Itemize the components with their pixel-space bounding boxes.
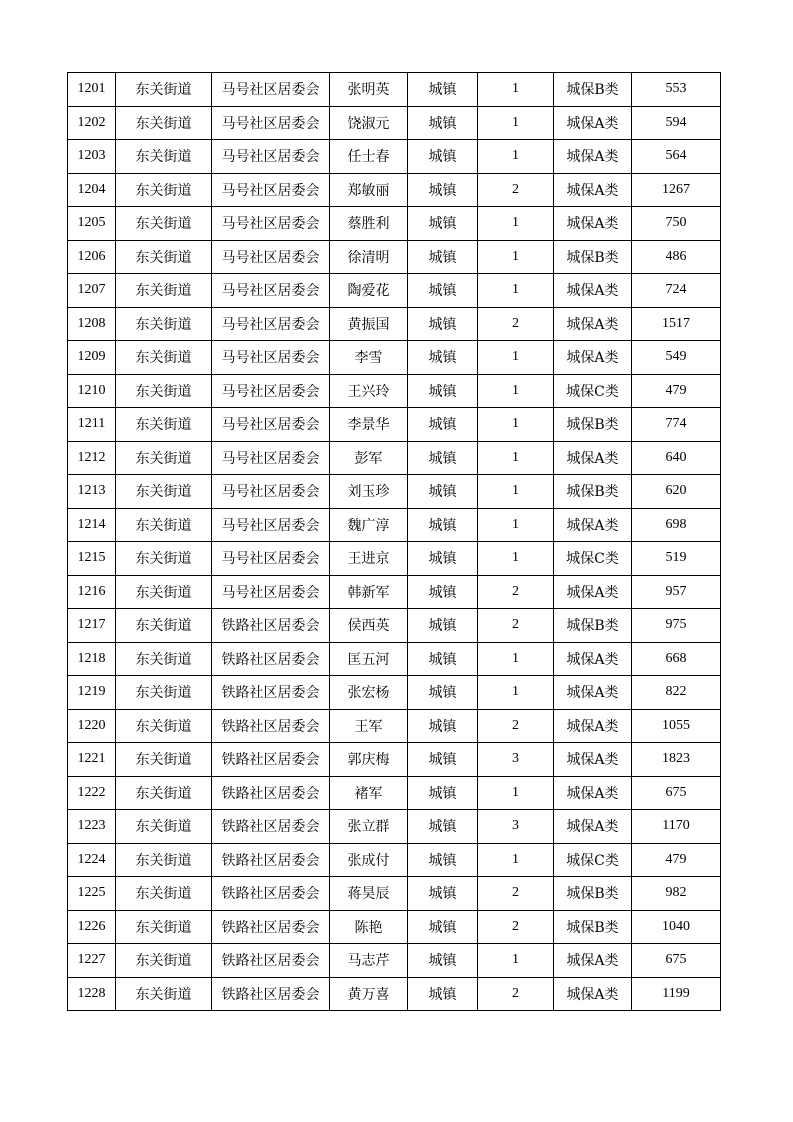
street-cell: 东关街道 <box>116 575 212 609</box>
category-cell: 城保B类 <box>554 73 632 107</box>
serial-number-cell: 1213 <box>68 475 116 509</box>
amount-cell: 594 <box>632 106 721 140</box>
community-cell: 马号社区居委会 <box>212 575 330 609</box>
community-cell: 马号社区居委会 <box>212 106 330 140</box>
community-cell: 马号社区居委会 <box>212 408 330 442</box>
household-size-cell: 2 <box>478 877 554 911</box>
community-cell: 马号社区居委会 <box>212 240 330 274</box>
table-row <box>68 441 721 475</box>
name-cell: 魏广淳 <box>330 508 408 542</box>
category-cell: 城保B类 <box>554 877 632 911</box>
serial-number-cell: 1223 <box>68 810 116 844</box>
category-cell: 城保A类 <box>554 106 632 140</box>
name-cell: 王兴玲 <box>330 374 408 408</box>
name-cell: 李景华 <box>330 408 408 442</box>
street-cell: 东关街道 <box>116 877 212 911</box>
serial-number-cell: 1206 <box>68 240 116 274</box>
area-type-cell: 城镇 <box>408 274 478 308</box>
area-type-cell: 城镇 <box>408 676 478 710</box>
community-cell: 马号社区居委会 <box>212 207 330 241</box>
street-cell: 东关街道 <box>116 810 212 844</box>
category-cell: 城保A类 <box>554 642 632 676</box>
street-cell: 东关街道 <box>116 73 212 107</box>
community-cell: 铁路社区居委会 <box>212 743 330 777</box>
name-cell: 饶淑元 <box>330 106 408 140</box>
street-cell: 东关街道 <box>116 508 212 542</box>
serial-number-cell: 1211 <box>68 408 116 442</box>
community-cell: 铁路社区居委会 <box>212 676 330 710</box>
street-cell: 东关街道 <box>116 408 212 442</box>
community-cell: 铁路社区居委会 <box>212 977 330 1011</box>
amount-cell: 479 <box>632 374 721 408</box>
amount-cell: 519 <box>632 542 721 576</box>
serial-number-cell: 1226 <box>68 910 116 944</box>
community-cell: 铁路社区居委会 <box>212 944 330 978</box>
serial-number-cell: 1210 <box>68 374 116 408</box>
table-row <box>68 575 721 609</box>
amount-cell: 822 <box>632 676 721 710</box>
serial-number-cell: 1222 <box>68 776 116 810</box>
household-size-cell: 1 <box>478 274 554 308</box>
amount-cell: 675 <box>632 944 721 978</box>
area-type-cell: 城镇 <box>408 240 478 274</box>
serial-number-cell: 1228 <box>68 977 116 1011</box>
serial-number-cell: 1214 <box>68 508 116 542</box>
name-cell: 刘玉珍 <box>330 475 408 509</box>
street-cell: 东关街道 <box>116 441 212 475</box>
name-cell: 侯西英 <box>330 609 408 643</box>
category-cell: 城保A类 <box>554 173 632 207</box>
amount-cell: 640 <box>632 441 721 475</box>
name-cell: 黄振国 <box>330 307 408 341</box>
area-type-cell: 城镇 <box>408 642 478 676</box>
serial-number-cell: 1216 <box>68 575 116 609</box>
table-row <box>68 73 721 107</box>
table-row <box>68 542 721 576</box>
community-cell: 铁路社区居委会 <box>212 810 330 844</box>
household-size-cell: 3 <box>478 810 554 844</box>
name-cell: 张明英 <box>330 73 408 107</box>
table-row <box>68 341 721 375</box>
area-type-cell: 城镇 <box>408 776 478 810</box>
amount-cell: 975 <box>632 609 721 643</box>
category-cell: 城保A类 <box>554 307 632 341</box>
household-size-cell: 1 <box>478 676 554 710</box>
household-size-cell: 2 <box>478 977 554 1011</box>
amount-cell: 675 <box>632 776 721 810</box>
name-cell: 徐清明 <box>330 240 408 274</box>
table-row <box>68 408 721 442</box>
amount-cell: 479 <box>632 843 721 877</box>
serial-number-cell: 1221 <box>68 743 116 777</box>
area-type-cell: 城镇 <box>408 207 478 241</box>
serial-number-cell: 1209 <box>68 341 116 375</box>
name-cell: 韩新军 <box>330 575 408 609</box>
category-cell: 城保A类 <box>554 743 632 777</box>
serial-number-cell: 1201 <box>68 73 116 107</box>
area-type-cell: 城镇 <box>408 709 478 743</box>
area-type-cell: 城镇 <box>408 609 478 643</box>
table-row <box>68 910 721 944</box>
table-row <box>68 207 721 241</box>
name-cell: 黄万喜 <box>330 977 408 1011</box>
category-cell: 城保A类 <box>554 776 632 810</box>
table-row <box>68 173 721 207</box>
name-cell: 任士春 <box>330 140 408 174</box>
name-cell: 马志芹 <box>330 944 408 978</box>
community-cell: 铁路社区居委会 <box>212 843 330 877</box>
household-size-cell: 1 <box>478 73 554 107</box>
name-cell: 郭庆梅 <box>330 743 408 777</box>
amount-cell: 982 <box>632 877 721 911</box>
street-cell: 东关街道 <box>116 207 212 241</box>
name-cell: 陶爱花 <box>330 274 408 308</box>
name-cell: 张成付 <box>330 843 408 877</box>
category-cell: 城保C类 <box>554 374 632 408</box>
community-cell: 马号社区居委会 <box>212 508 330 542</box>
table-row <box>68 274 721 308</box>
community-cell: 马号社区居委会 <box>212 73 330 107</box>
serial-number-cell: 1207 <box>68 274 116 308</box>
category-cell: 城保B类 <box>554 240 632 274</box>
household-size-cell: 1 <box>478 207 554 241</box>
name-cell: 陈艳 <box>330 910 408 944</box>
roster-table-body <box>68 73 721 1011</box>
household-size-cell: 2 <box>478 910 554 944</box>
household-size-cell: 1 <box>478 341 554 375</box>
table-row <box>68 743 721 777</box>
table-row <box>68 944 721 978</box>
area-type-cell: 城镇 <box>408 140 478 174</box>
category-cell: 城保A类 <box>554 977 632 1011</box>
category-cell: 城保A类 <box>554 441 632 475</box>
household-size-cell: 1 <box>478 944 554 978</box>
name-cell: 蒋昊辰 <box>330 877 408 911</box>
household-size-cell: 1 <box>478 240 554 274</box>
category-cell: 城保C类 <box>554 843 632 877</box>
area-type-cell: 城镇 <box>408 542 478 576</box>
household-size-cell: 1 <box>478 642 554 676</box>
community-cell: 铁路社区居委会 <box>212 910 330 944</box>
name-cell: 匡五河 <box>330 642 408 676</box>
household-size-cell: 1 <box>478 374 554 408</box>
table-row <box>68 977 721 1011</box>
household-size-cell: 1 <box>478 441 554 475</box>
amount-cell: 668 <box>632 642 721 676</box>
serial-number-cell: 1203 <box>68 140 116 174</box>
table-row <box>68 810 721 844</box>
table-row <box>68 609 721 643</box>
amount-cell: 1055 <box>632 709 721 743</box>
amount-cell: 1170 <box>632 810 721 844</box>
amount-cell: 564 <box>632 140 721 174</box>
serial-number-cell: 1204 <box>68 173 116 207</box>
household-size-cell: 2 <box>478 173 554 207</box>
area-type-cell: 城镇 <box>408 575 478 609</box>
community-cell: 马号社区居委会 <box>212 173 330 207</box>
name-cell: 蔡胜利 <box>330 207 408 241</box>
street-cell: 东关街道 <box>116 609 212 643</box>
street-cell: 东关街道 <box>116 910 212 944</box>
amount-cell: 1199 <box>632 977 721 1011</box>
household-size-cell: 1 <box>478 106 554 140</box>
area-type-cell: 城镇 <box>408 408 478 442</box>
category-cell: 城保A类 <box>554 676 632 710</box>
category-cell: 城保A类 <box>554 207 632 241</box>
category-cell: 城保A类 <box>554 140 632 174</box>
community-cell: 马号社区居委会 <box>212 374 330 408</box>
community-cell: 马号社区居委会 <box>212 542 330 576</box>
table-row <box>68 374 721 408</box>
amount-cell: 774 <box>632 408 721 442</box>
street-cell: 东关街道 <box>116 240 212 274</box>
area-type-cell: 城镇 <box>408 743 478 777</box>
street-cell: 东关街道 <box>116 944 212 978</box>
roster-table <box>67 72 721 1011</box>
amount-cell: 957 <box>632 575 721 609</box>
table-row <box>68 776 721 810</box>
amount-cell: 620 <box>632 475 721 509</box>
serial-number-cell: 1227 <box>68 944 116 978</box>
serial-number-cell: 1202 <box>68 106 116 140</box>
area-type-cell: 城镇 <box>408 508 478 542</box>
community-cell: 铁路社区居委会 <box>212 642 330 676</box>
table-row <box>68 709 721 743</box>
table-row <box>68 475 721 509</box>
street-cell: 东关街道 <box>116 374 212 408</box>
area-type-cell: 城镇 <box>408 307 478 341</box>
name-cell: 褚军 <box>330 776 408 810</box>
amount-cell: 750 <box>632 207 721 241</box>
table-row <box>68 240 721 274</box>
serial-number-cell: 1217 <box>68 609 116 643</box>
serial-number-cell: 1224 <box>68 843 116 877</box>
street-cell: 东关街道 <box>116 106 212 140</box>
household-size-cell: 2 <box>478 609 554 643</box>
amount-cell: 486 <box>632 240 721 274</box>
serial-number-cell: 1205 <box>68 207 116 241</box>
serial-number-cell: 1215 <box>68 542 116 576</box>
category-cell: 城保B类 <box>554 475 632 509</box>
amount-cell: 1040 <box>632 910 721 944</box>
area-type-cell: 城镇 <box>408 877 478 911</box>
area-type-cell: 城镇 <box>408 810 478 844</box>
area-type-cell: 城镇 <box>408 73 478 107</box>
category-cell: 城保A类 <box>554 575 632 609</box>
street-cell: 东关街道 <box>116 843 212 877</box>
table-row <box>68 307 721 341</box>
area-type-cell: 城镇 <box>408 944 478 978</box>
community-cell: 马号社区居委会 <box>212 274 330 308</box>
serial-number-cell: 1225 <box>68 877 116 911</box>
amount-cell: 1823 <box>632 743 721 777</box>
category-cell: 城保A类 <box>554 709 632 743</box>
serial-number-cell: 1218 <box>68 642 116 676</box>
street-cell: 东关街道 <box>116 676 212 710</box>
area-type-cell: 城镇 <box>408 910 478 944</box>
household-size-cell: 1 <box>478 542 554 576</box>
category-cell: 城保A类 <box>554 810 632 844</box>
category-cell: 城保A类 <box>554 274 632 308</box>
street-cell: 东关街道 <box>116 341 212 375</box>
category-cell: 城保A类 <box>554 944 632 978</box>
area-type-cell: 城镇 <box>408 106 478 140</box>
name-cell: 郑敏丽 <box>330 173 408 207</box>
serial-number-cell: 1208 <box>68 307 116 341</box>
street-cell: 东关街道 <box>116 274 212 308</box>
street-cell: 东关街道 <box>116 642 212 676</box>
category-cell: 城保B类 <box>554 609 632 643</box>
amount-cell: 724 <box>632 274 721 308</box>
amount-cell: 1267 <box>632 173 721 207</box>
amount-cell: 698 <box>632 508 721 542</box>
community-cell: 马号社区居委会 <box>212 341 330 375</box>
area-type-cell: 城镇 <box>408 475 478 509</box>
amount-cell: 549 <box>632 341 721 375</box>
community-cell: 铁路社区居委会 <box>212 709 330 743</box>
category-cell: 城保C类 <box>554 542 632 576</box>
category-cell: 城保A类 <box>554 508 632 542</box>
household-size-cell: 1 <box>478 508 554 542</box>
street-cell: 东关街道 <box>116 307 212 341</box>
household-size-cell: 1 <box>478 776 554 810</box>
household-size-cell: 1 <box>478 140 554 174</box>
name-cell: 李雪 <box>330 341 408 375</box>
area-type-cell: 城镇 <box>408 843 478 877</box>
street-cell: 东关街道 <box>116 743 212 777</box>
serial-number-cell: 1220 <box>68 709 116 743</box>
community-cell: 马号社区居委会 <box>212 307 330 341</box>
area-type-cell: 城镇 <box>408 341 478 375</box>
amount-cell: 1517 <box>632 307 721 341</box>
area-type-cell: 城镇 <box>408 441 478 475</box>
name-cell: 彭军 <box>330 441 408 475</box>
name-cell: 张立群 <box>330 810 408 844</box>
table-row <box>68 877 721 911</box>
community-cell: 铁路社区居委会 <box>212 877 330 911</box>
street-cell: 东关街道 <box>116 542 212 576</box>
street-cell: 东关街道 <box>116 475 212 509</box>
community-cell: 马号社区居委会 <box>212 140 330 174</box>
serial-number-cell: 1212 <box>68 441 116 475</box>
category-cell: 城保A类 <box>554 341 632 375</box>
household-size-cell: 2 <box>478 575 554 609</box>
household-size-cell: 1 <box>478 475 554 509</box>
category-cell: 城保B类 <box>554 408 632 442</box>
area-type-cell: 城镇 <box>408 977 478 1011</box>
amount-cell: 553 <box>632 73 721 107</box>
street-cell: 东关街道 <box>116 173 212 207</box>
name-cell: 王军 <box>330 709 408 743</box>
street-cell: 东关街道 <box>116 140 212 174</box>
table-row <box>68 140 721 174</box>
household-size-cell: 2 <box>478 709 554 743</box>
street-cell: 东关街道 <box>116 709 212 743</box>
household-size-cell: 3 <box>478 743 554 777</box>
category-cell: 城保B类 <box>554 910 632 944</box>
household-size-cell: 1 <box>478 843 554 877</box>
name-cell: 张宏杨 <box>330 676 408 710</box>
community-cell: 马号社区居委会 <box>212 475 330 509</box>
table-row <box>68 508 721 542</box>
name-cell: 王进京 <box>330 542 408 576</box>
community-cell: 铁路社区居委会 <box>212 776 330 810</box>
serial-number-cell: 1219 <box>68 676 116 710</box>
street-cell: 东关街道 <box>116 776 212 810</box>
street-cell: 东关街道 <box>116 977 212 1011</box>
household-size-cell: 2 <box>478 307 554 341</box>
area-type-cell: 城镇 <box>408 374 478 408</box>
table-row <box>68 676 721 710</box>
area-type-cell: 城镇 <box>408 173 478 207</box>
table-row <box>68 642 721 676</box>
table-row <box>68 843 721 877</box>
household-size-cell: 1 <box>478 408 554 442</box>
table-row <box>68 106 721 140</box>
community-cell: 铁路社区居委会 <box>212 609 330 643</box>
community-cell: 马号社区居委会 <box>212 441 330 475</box>
